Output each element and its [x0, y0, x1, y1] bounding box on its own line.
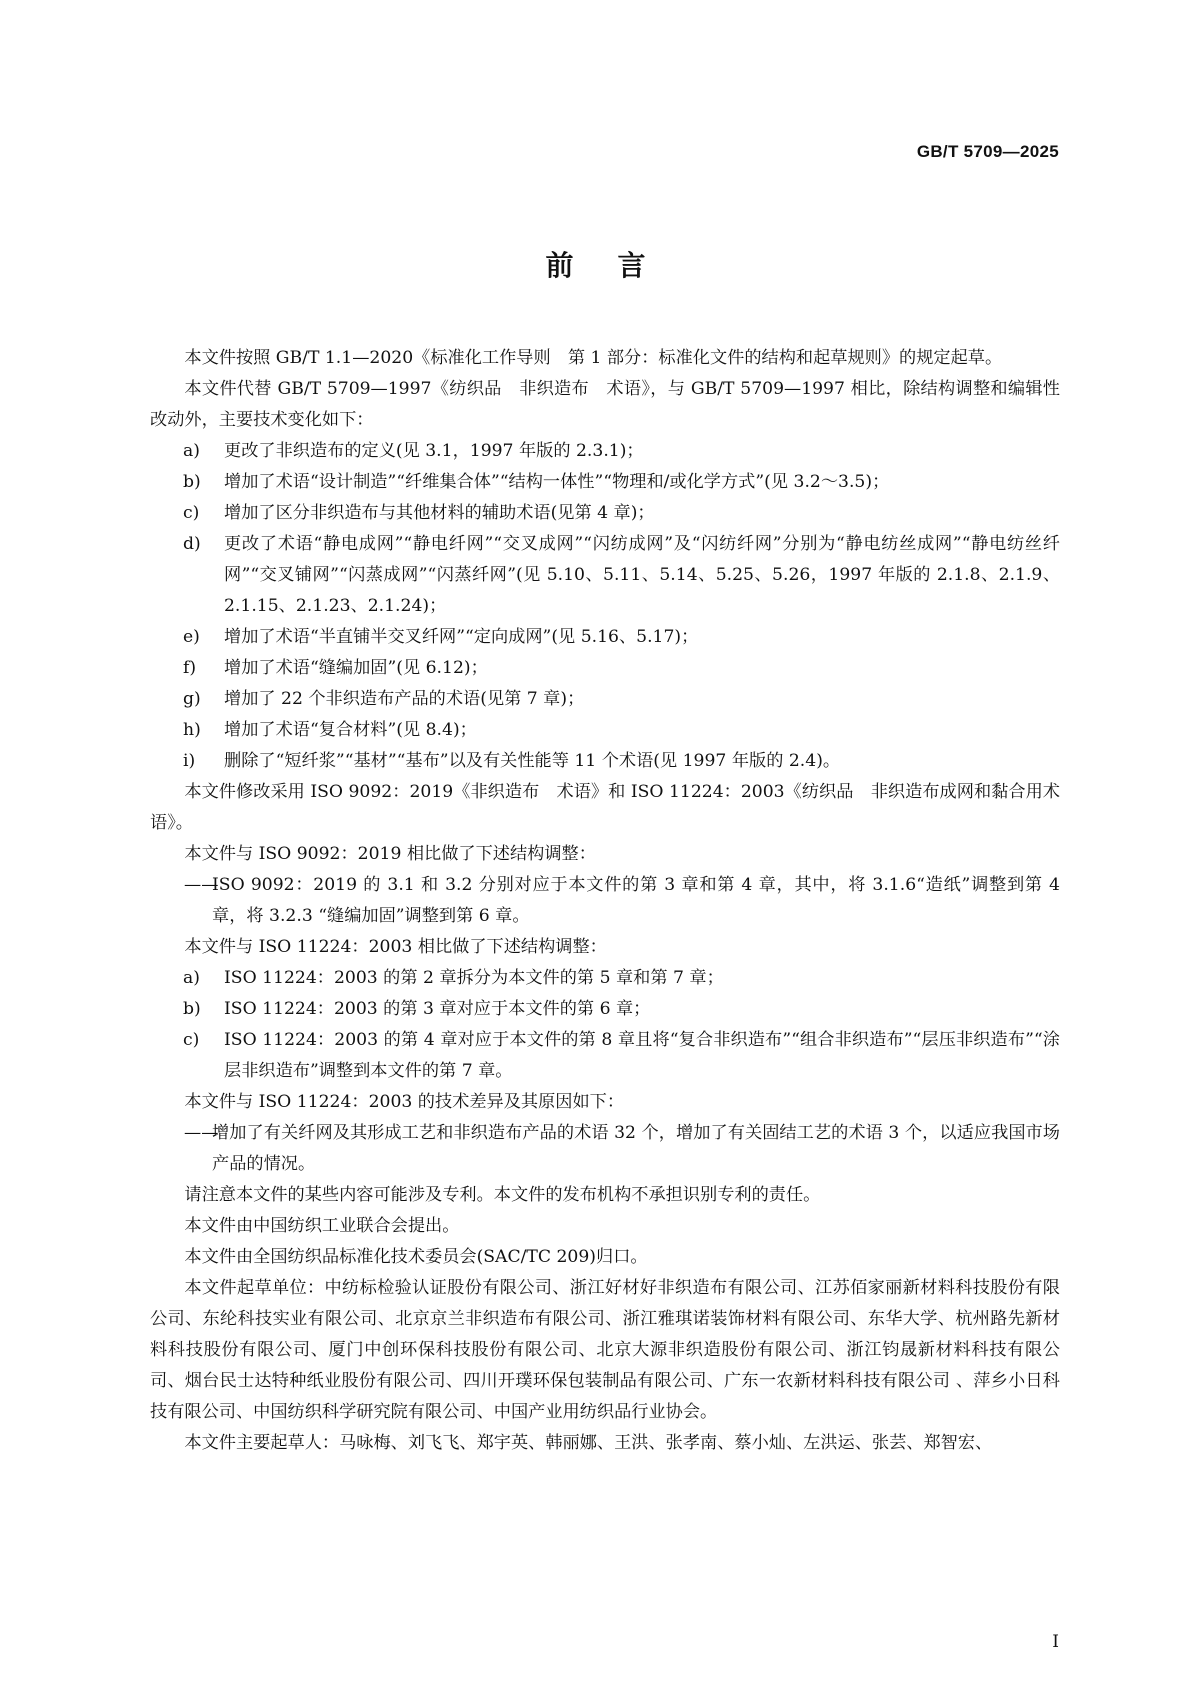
list-item	[150, 715, 1060, 746]
list-marker: a)	[183, 968, 200, 988]
list-item-text: 更改了非织造布的定义(见 3.1，1997 年版的 2.3.1)；	[224, 441, 644, 461]
list-item-text: 增加了术语“缝编加固”(见 6.12)；	[224, 658, 488, 678]
list-marker: c)	[183, 503, 200, 523]
list-marker: d)	[183, 534, 201, 554]
list-item	[150, 653, 1060, 684]
list-marker: b)	[183, 999, 201, 1019]
list-item	[150, 529, 1060, 622]
paragraph-drafting-units: 本文件起草单位：中纺标检验认证股份有限公司、浙江好材好非织造布有限公司、江苏佰家丽新材料科技股份有限公司、东纶科技实业有限公司、北京京兰非织造布有限公司、浙江雅琪诺装饰材料有限公司、东华大学、杭州路先新材料科技股份有限公司、厦门中创环保科技股份有限公司、北京大源非织造股份有限公司、浙江钧晟新材料科技有限公司、烟台民士达特种纸业股份有限公司、四川开璞环保包装制品有限公司、广东一农新材料科技有限公司 、萍乡小日科技有限公司、中国纺织科学研究院有限公司、中国产业用纺织品行业协会。	[150, 1278, 1060, 1422]
paragraph-technical-differences: 本文件与 ISO 11224：2003 的技术差异及其原因如下：	[184, 1092, 625, 1112]
list-marker: e)	[183, 627, 200, 647]
paragraph-drafters: 本文件主要起草人：马咏梅、刘飞飞、郑宇英、韩丽娜、王洪、张孝南、蔡小灿、左洪运、张芸、郑智宏、	[184, 1433, 993, 1453]
dash-item	[150, 1118, 1060, 1180]
list-marker: c)	[183, 1030, 200, 1050]
page-title: 前言	[545, 249, 690, 282]
page-number: I	[1052, 1632, 1059, 1652]
paragraph-iso9092-structure: 本文件与 ISO 9092：2019 相比做了下述结构调整：	[184, 844, 596, 864]
list-marker: b)	[183, 472, 201, 492]
list-marker: h)	[183, 720, 201, 740]
dash-marker: ——	[184, 875, 219, 895]
dash-item-text: 增加了有关纤网及其形成工艺和非织造布产品的术语 32 个，增加了有关固结工艺的术语 3 个，以适应我国市场产品的情况。	[212, 1123, 1060, 1174]
foreword-body	[150, 343, 1060, 1459]
paragraph-iso11224-structure: 本文件与 ISO 11224：2003 相比做了下述结构调整：	[184, 937, 607, 957]
list-item-text: 增加了术语“半直铺半交叉纤网”“定向成网”(见 5.16、5.17)；	[224, 627, 699, 647]
list-item-text: 增加了术语“复合材料”(见 8.4)；	[224, 720, 477, 740]
list-item-text: 删除了“短纤浆”“基材”“基布”以及有关性能等 11 个术语(见 1997 年版的 2.4)。	[224, 751, 841, 771]
list-item	[150, 467, 1060, 498]
list-item	[150, 1025, 1060, 1087]
paragraph-adoption: 本文件修改采用 ISO 9092：2019《非织造布 术语》和 ISO 11224：2003《纺织品 非织造布成网和黏合用术语》。	[150, 782, 1060, 833]
list-item	[150, 994, 1060, 1025]
list-item-text: ISO 11224：2003 的第 4 章对应于本文件的第 8 章且将“复合非织造布”“组合非织造布”“层压非织造布”“涂层非织造布”调整到本文件的第 7 章。	[224, 1030, 1060, 1081]
dash-item-text: ISO 9092：2019 的 3.1 和 3.2 分别对应于本文件的第 3 章和第 4 章，其中，将 3.1.6“造纸”调整到第 4 章，将 3.2.3 “缝编加固”调整到第 6 章。	[212, 875, 1060, 926]
list-item	[150, 684, 1060, 715]
list-marker: a)	[183, 441, 200, 461]
list-marker: i)	[183, 751, 196, 771]
dash-item	[150, 870, 1060, 932]
paragraph-committee: 本文件由全国纺织品标准化技术委员会(SAC/TC 209)归口。	[184, 1247, 648, 1267]
paragraph-proposer: 本文件由中国纺织工业联合会提出。	[184, 1216, 460, 1236]
list-item-text: 增加了区分非织造布与其他材料的辅助术语(见第 4 章)；	[224, 503, 655, 523]
standard-number: GB/T 5709—2025	[916, 142, 1059, 161]
list-marker: g)	[183, 689, 201, 709]
list-item-text: ISO 11224：2003 的第 3 章对应于本文件的第 6 章；	[224, 999, 651, 1019]
iso11224-structure-list	[150, 963, 1060, 1087]
list-item	[150, 436, 1060, 467]
list-item	[150, 963, 1060, 994]
technical-changes-list	[150, 436, 1060, 777]
list-item-text: 增加了 22 个非织造布产品的术语(见第 7 章)；	[224, 689, 585, 709]
paragraph-drafting-rules: 本文件按照 GB/T 1.1—2020《标准化工作导则 第 1 部分：标准化文件的结构和起草规则》的规定起草。	[184, 348, 1003, 368]
list-item	[150, 622, 1060, 653]
list-item	[150, 746, 1060, 777]
paragraph-replacement: 本文件代替 GB/T 5709—1997《纺织品 非织造布 术语》，与 GB/T 5709—1997 相比，除结构调整和编辑性改动外，主要技术变化如下：	[150, 379, 1060, 430]
paragraph-patent-notice: 请注意本文件的某些内容可能涉及专利。本文件的发布机构不承担识别专利的责任。	[184, 1185, 821, 1205]
list-item	[150, 498, 1060, 529]
list-item-text: ISO 11224：2003 的第 2 章拆分为本文件的第 5 章和第 7 章；	[224, 968, 724, 988]
list-marker: f)	[183, 658, 197, 678]
dash-marker: ——	[184, 1123, 219, 1143]
list-item-text: 更改了术语“静电成网”“静电纤网”“交叉成网”“闪纺成网”及“闪纺纤网”分别为“静电纺丝成网”“静电纺丝纤网”“交叉铺网”“闪蒸成网”“闪蒸纤网”(见 5.10、5.11、5.14、5.25、5.26，1997 年版的 2.1.8、2.1.9、2.1.15、2.1.23、2.1.24)；	[224, 534, 1061, 616]
list-item-text: 增加了术语“设计制造”“纤维集合体”“结构一体性”“物理和/或化学方式”(见 3.2～3.5)；	[224, 472, 890, 492]
